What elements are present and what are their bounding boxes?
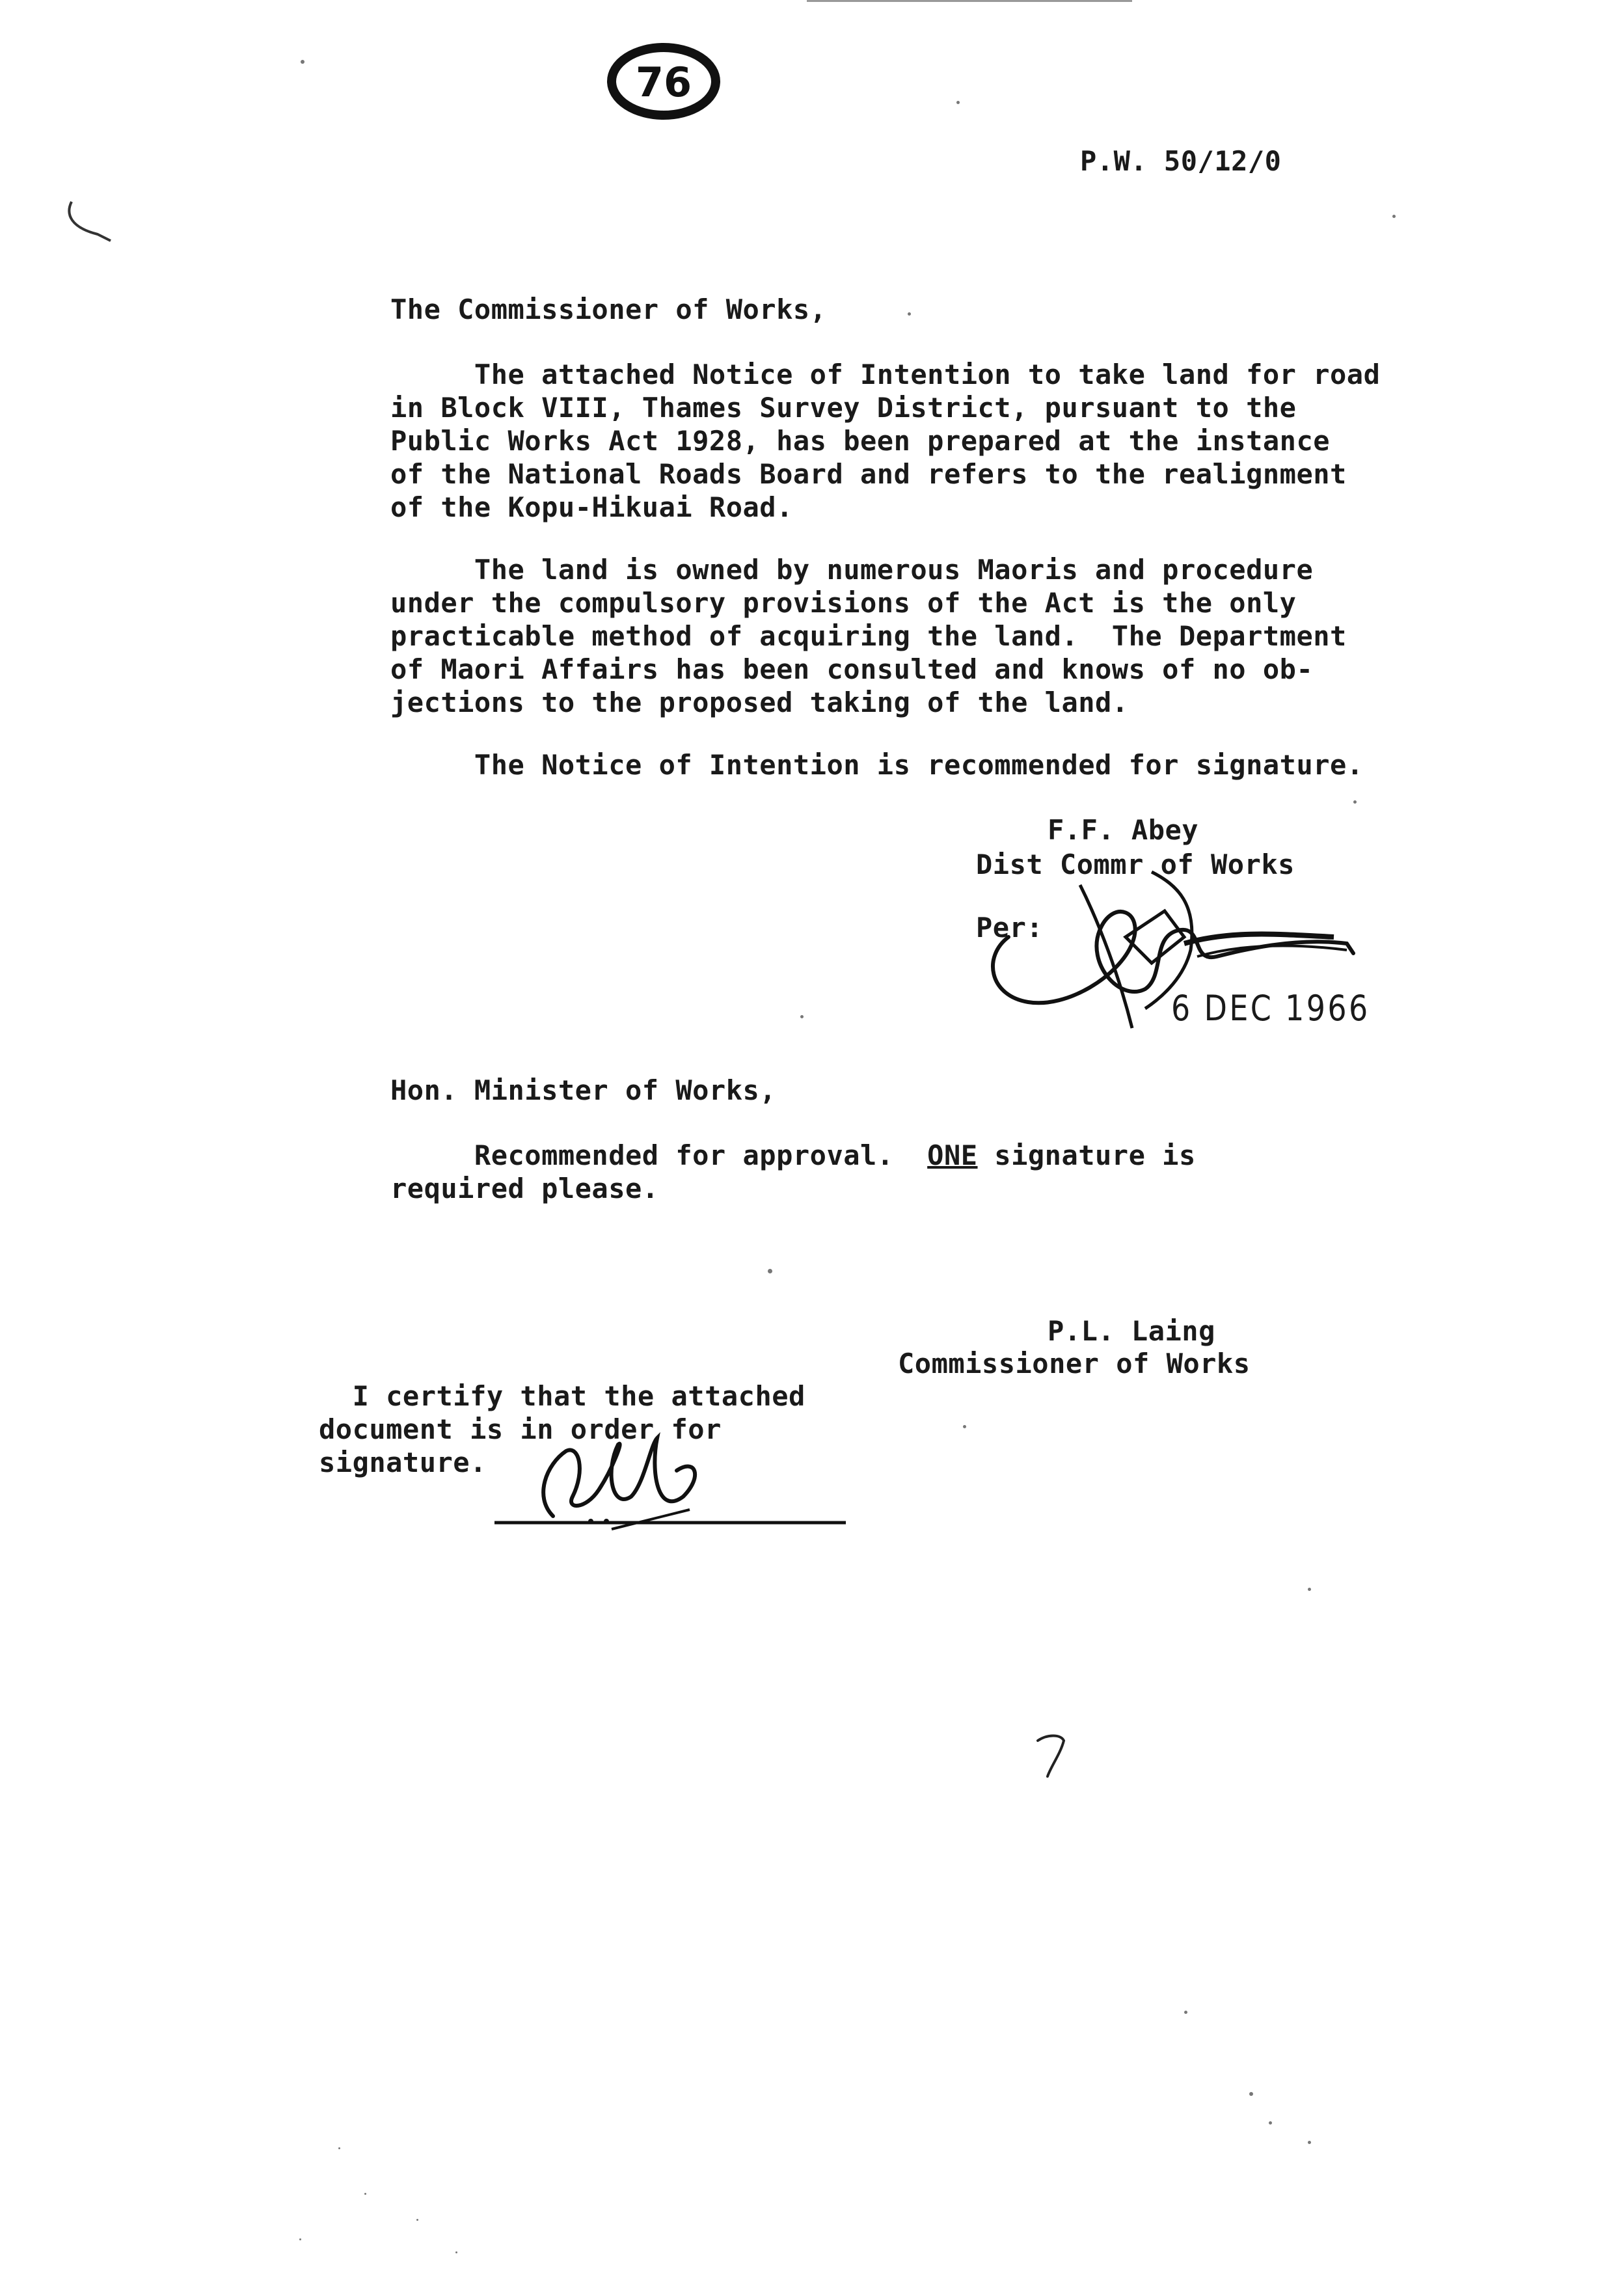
memo2-addressee: Hon. Minister of Works,	[390, 1074, 777, 1106]
scan-speck	[364, 2193, 366, 2195]
memo1-addressee: The Commissioner of Works,	[390, 293, 827, 325]
certification-line: document is in order for	[319, 1413, 722, 1445]
memo2-emphasis-one: ONE	[927, 1139, 978, 1171]
memo1-para1-line: of the Kopu-Hikuai Road.	[390, 491, 793, 523]
folio-circle-icon	[602, 39, 725, 124]
memo2-line-1	[390, 1139, 1196, 1172]
memo2-signatory-name: P.L. Laing	[1048, 1315, 1215, 1347]
scan-speck	[956, 101, 960, 104]
memo1-per-label: Per:	[976, 912, 1044, 944]
memo2-line-2: required please.	[390, 1173, 659, 1204]
scan-speck	[301, 60, 304, 64]
scan-speck	[1308, 2141, 1311, 2144]
scan-speck	[768, 1269, 772, 1273]
scan-speck	[1269, 2121, 1272, 2125]
memo1-para1-line: The attached Notice of Intention to take land for road	[390, 359, 1381, 390]
memo2-line1-before: Recommended for approval.	[390, 1139, 928, 1171]
page-mark-text: 7	[1053, 1770, 1055, 1771]
folio-mark	[602, 39, 725, 124]
memo1-para2-line: jections to the proposed taking of the land.	[390, 686, 1129, 718]
page-mark-glyph-icon	[1031, 1731, 1077, 1783]
page-mark	[1031, 1731, 1077, 1783]
folio-mark-text: 76	[635, 59, 692, 106]
margin-scribble-icon	[59, 195, 117, 247]
memo2-signatory-title: Commissioner of Works	[898, 1348, 1251, 1379]
memo1-paragraph-2	[390, 553, 1347, 719]
left-margin-mark	[59, 195, 117, 247]
scan-speck	[1353, 800, 1357, 804]
memo1-para1-line: of the National Roads Board and refers to the realignment	[390, 458, 1347, 490]
memo1-para1-line: Public Works Act 1928, has been prepared at the instance	[390, 425, 1331, 457]
date-stamp: 6 DEC 1966	[1171, 988, 1370, 1029]
memo1-paragraph-3: The Notice of Intention is recommended for signature.	[390, 749, 1364, 781]
initials-scribble-icon	[494, 1419, 859, 1536]
scan-speck	[800, 1015, 804, 1018]
certification-line: signature.	[319, 1447, 487, 1478]
memo1-para2-line: practicable method of acquiring the land. The Department	[390, 620, 1347, 652]
scan-speck	[908, 312, 911, 316]
memo1-signatory-title: Dist Commr of Works	[976, 849, 1295, 880]
memo1-para2-line: of Maori Affairs has been consulted and knows of no ob-	[390, 653, 1314, 685]
scan-speck	[1249, 2092, 1253, 2096]
scan-speck	[1184, 2011, 1187, 2014]
memo1-para2-line: under the compulsory provisions of the Act is the only	[390, 587, 1297, 619]
scan-speck	[1392, 215, 1396, 218]
scan-speck	[338, 2147, 340, 2149]
memo1-para2-line: The land is owned by numerous Maoris and procedure	[390, 554, 1314, 586]
scan-speck	[455, 2251, 457, 2253]
certification-line: I certify that the attached	[319, 1380, 805, 1412]
scan-speck	[963, 1425, 966, 1428]
scan-speck	[416, 2219, 418, 2221]
memo1-para1-line: in Block VIII, Thames Survey District, pursuant to the	[390, 392, 1297, 424]
top-rule	[807, 0, 1132, 2]
memo2-line1-after: signature is	[977, 1139, 1196, 1171]
reference-number: P.W. 50/12/0	[1080, 145, 1282, 177]
memo1-paragraph-1	[390, 358, 1380, 524]
certification-initials	[494, 1419, 859, 1536]
scan-speck	[299, 2238, 301, 2240]
scan-speck	[1308, 1588, 1311, 1591]
memo1-signatory-name: F.F. Abey	[1048, 814, 1199, 846]
